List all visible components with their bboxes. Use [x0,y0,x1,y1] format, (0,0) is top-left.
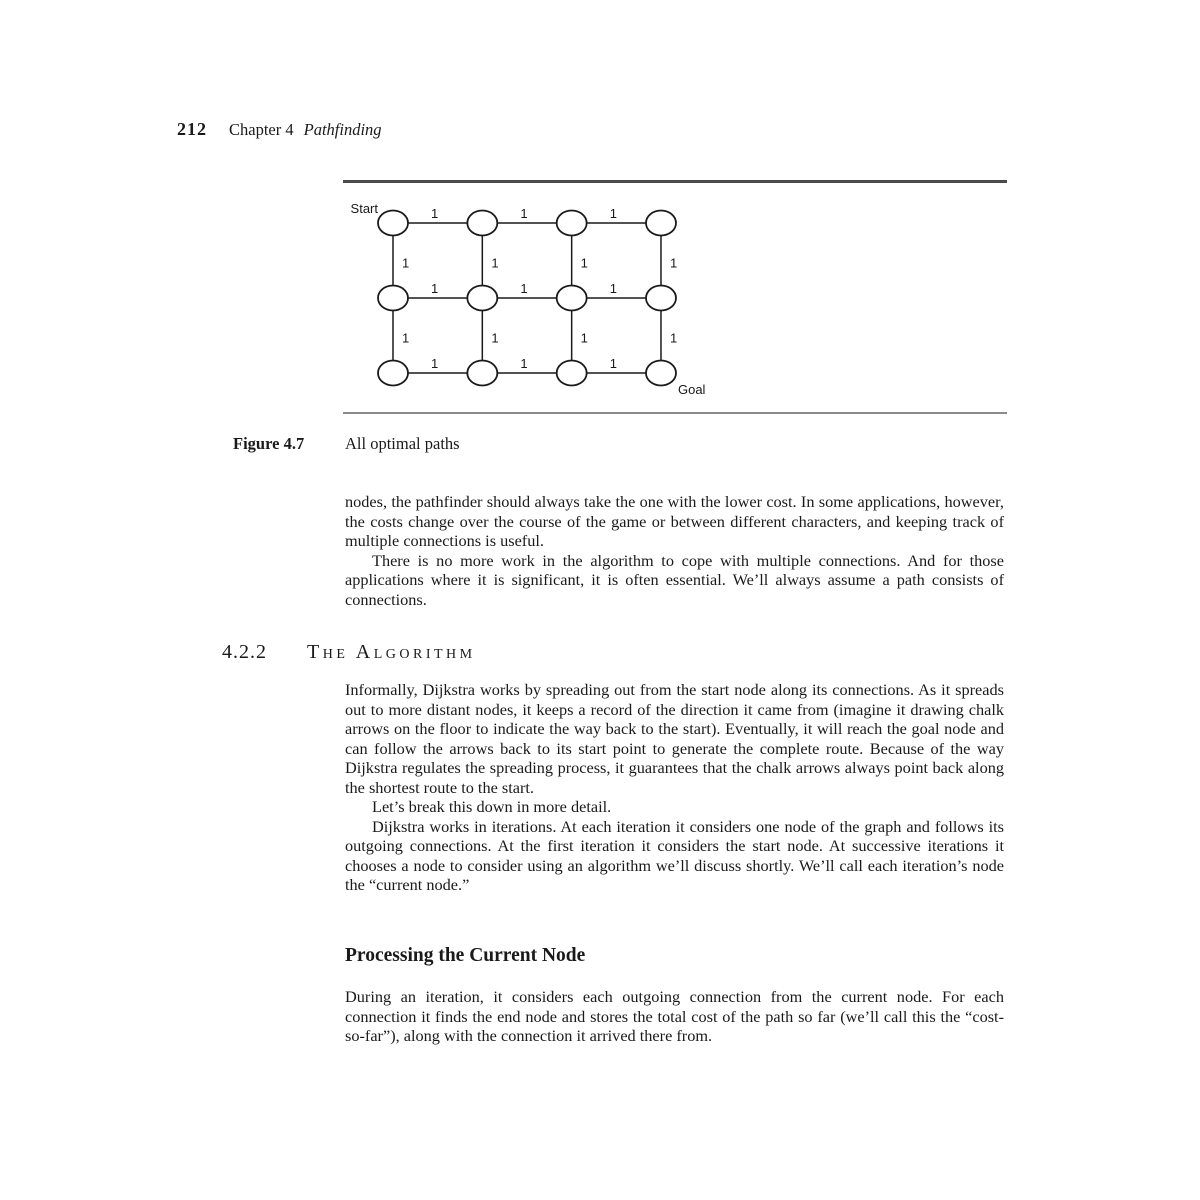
edge-weight-label: 1 [520,356,528,371]
edge-weight-label: 1 [669,330,678,346]
graph-node [646,211,676,236]
graph-node [467,286,497,311]
graph-node [467,211,497,236]
section-heading [222,641,476,664]
figure-caption-label: Figure 4.7 [233,434,305,453]
figure-caption-text: All optimal paths [345,434,460,453]
graph-node [378,286,408,311]
edge-weight-label: 1 [609,281,617,296]
body-text-block-3 [345,987,1004,1046]
body-paragraph: During an iteration, it considers each outgoing connection from the current node. For each connection it finds the end node and stores the total cost of the path so far (we’ll call this the “cost-so-far”), along with the connection it arrived there from. [345,987,1004,1045]
figure-bottom-rule [343,412,1007,414]
edge-weight-label: 1 [520,281,528,296]
edge-weight-label: 1 [431,206,439,221]
body-paragraph: nodes, the pathfinder should always take the one with the lower cost. In some applications, however, the costs change over the course of the game or between different characters, and keeping track of multiple connections is useful. [345,492,1004,550]
body-text-block-2 [345,680,1004,895]
edge-weight-label: 1 [609,206,617,221]
edge-weight-label: 1 [520,206,528,221]
edge-weight-label: 1 [431,281,439,296]
edge-weight-label: 1 [580,330,588,346]
body-paragraph: Informally, Dijkstra works by spreading out from the start node along its connections. As it spreads out to more distant nodes, it keeps a record of the direction it came from (imagine it drawing chalk arrows on the floor to indicate the way back to the start). Eventually, it will reach the goal node and can follow the arrows back to its start point to generate the complete route. Because of the way Dijkstra regulates the spreading process, it guarantees that the chalk arrows always point back along the shortest route to the start. [345,680,1004,797]
edge-weight-label: 1 [609,356,617,371]
graph-node [646,286,676,311]
body-paragraph: Let’s break this down in more detail. [372,797,612,816]
chapter-title: Pathfinding [303,120,382,139]
graph-node [467,361,497,386]
section-number: 4.2.2 [222,641,267,663]
edge-weight-label: 1 [431,356,439,371]
body-text-block-1 [345,492,1004,609]
chapter-label: Chapter 4 [229,120,294,139]
start-label: Start [350,201,378,216]
edge-weight-label: 1 [491,330,499,346]
graph-node [378,361,408,386]
edge-weight-label: 1 [491,255,499,271]
figure-graph-area [340,170,1020,415]
edge-weight-label: 1 [402,255,410,271]
running-header [177,119,382,140]
graph-node [646,361,676,386]
graph-node [557,361,587,386]
graph-node [557,211,587,236]
edge-weight-label: 1 [580,255,588,271]
goal-label: Goal [677,382,706,397]
edge-weight-label: 1 [669,255,678,271]
graph-node [557,286,587,311]
page-number: 212 [177,119,207,139]
body-paragraph: There is no more work in the algorithm to cope with multiple connections. And for those applications where it is significant, it is often essential. We’ll always assume a path consists of connections. [345,550,1004,609]
subsection-heading: Processing the Current Node [345,945,586,966]
body-paragraph: Dijkstra works in iterations. At each iteration it considers one node of the graph and follows its outgoing connections. At the first iteration it considers the start node. At successive iterations it chooses a node to consider using an algorithm we’ll discuss shortly. We’ll call each iteration’s node the “current node.” [345,816,1004,894]
edge-weight-label: 1 [402,330,410,346]
graph-node [378,211,408,236]
pathfinding-graph [340,170,1020,415]
section-title: The Algorithm [307,641,476,663]
